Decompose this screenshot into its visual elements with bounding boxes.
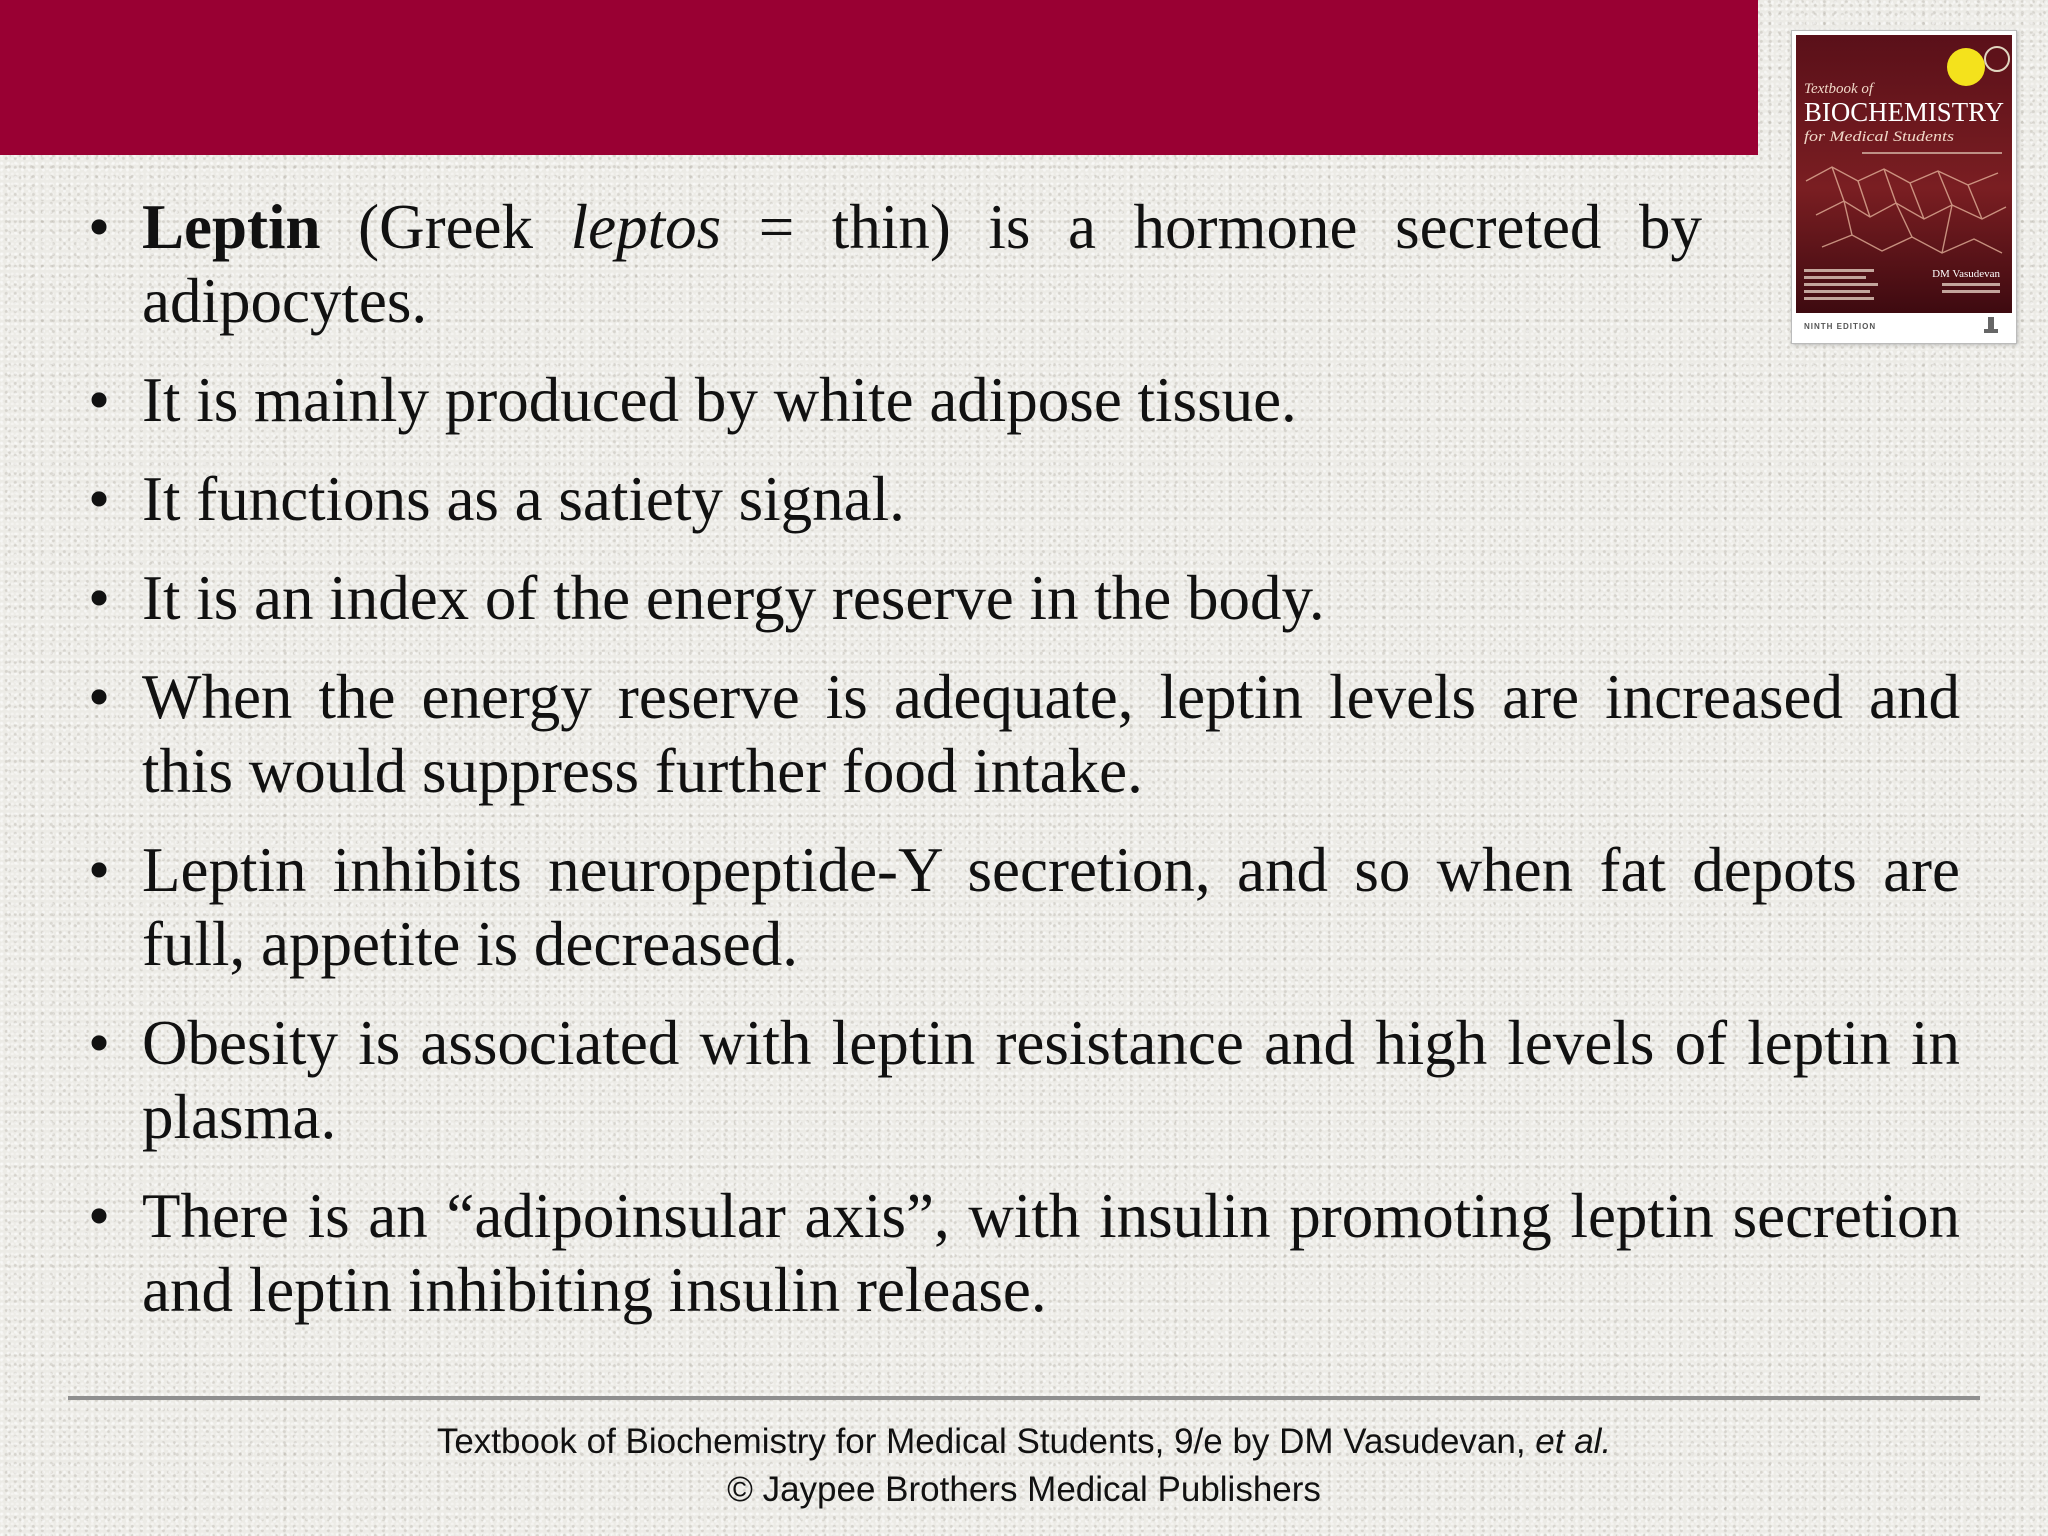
cover-line-3: for Medical Students <box>1804 129 1955 145</box>
footer-line-2: © Jaypee Brothers Medical Publishers <box>727 1470 1321 1509</box>
footer-divider <box>68 1396 1980 1400</box>
cover-author: DM Vasudevan <box>1932 268 2000 280</box>
footer-book-title: Textbook of Biochemistry for Medical Students, 9/e by DM Vasudevan, <box>436 1422 1536 1461</box>
term-leptin: Leptin <box>142 192 321 262</box>
bullet-text: (Greek <box>320 192 571 262</box>
bullet-item: • When the energy reserve is adequate, leptin levels are increased and this would suppress further food intake. <box>80 660 1960 808</box>
italic-leptos: leptos <box>570 192 722 262</box>
bullet-item: • Obesity is associated with leptin resistance and high levels of leptin in plasma. <box>80 1006 1960 1154</box>
bullet-text: = thin) is a hormone secreted by adipocytes. <box>142 192 1702 336</box>
bullet-item: • It is mainly produced by white adipose tissue. <box>80 363 1960 437</box>
footer-line-1 <box>0 1418 2048 1466</box>
bullet-item: • It functions as a satiety signal. <box>80 462 1960 536</box>
bullet-item: • It is an index of the energy reserve in the body. <box>80 561 1960 635</box>
bullet-leptin-definition <box>80 190 1702 338</box>
header-bar <box>0 0 1758 155</box>
bullet-list <box>80 190 1960 1327</box>
bullet-item: • There is an “adipoinsular axis”, with insulin promoting leptin secretion and leptin inhibiting insulin release. <box>80 1179 1960 1327</box>
footer-citation <box>0 1418 2048 1514</box>
cover-line-1: Textbook of <box>1804 81 1874 97</box>
slide-content <box>80 190 1960 1352</box>
cover-edition: NINTH EDITION <box>1804 322 1877 331</box>
badge-icon <box>1947 48 1985 86</box>
footer-et-al: et al. <box>1535 1422 1612 1461</box>
bullet-item: • Leptin inhibits neuropeptide-Y secretion, and so when fat depots are full, appetite is decreased. <box>80 833 1960 981</box>
cover-line-2: BIOCHEMISTRY <box>1804 97 2004 127</box>
